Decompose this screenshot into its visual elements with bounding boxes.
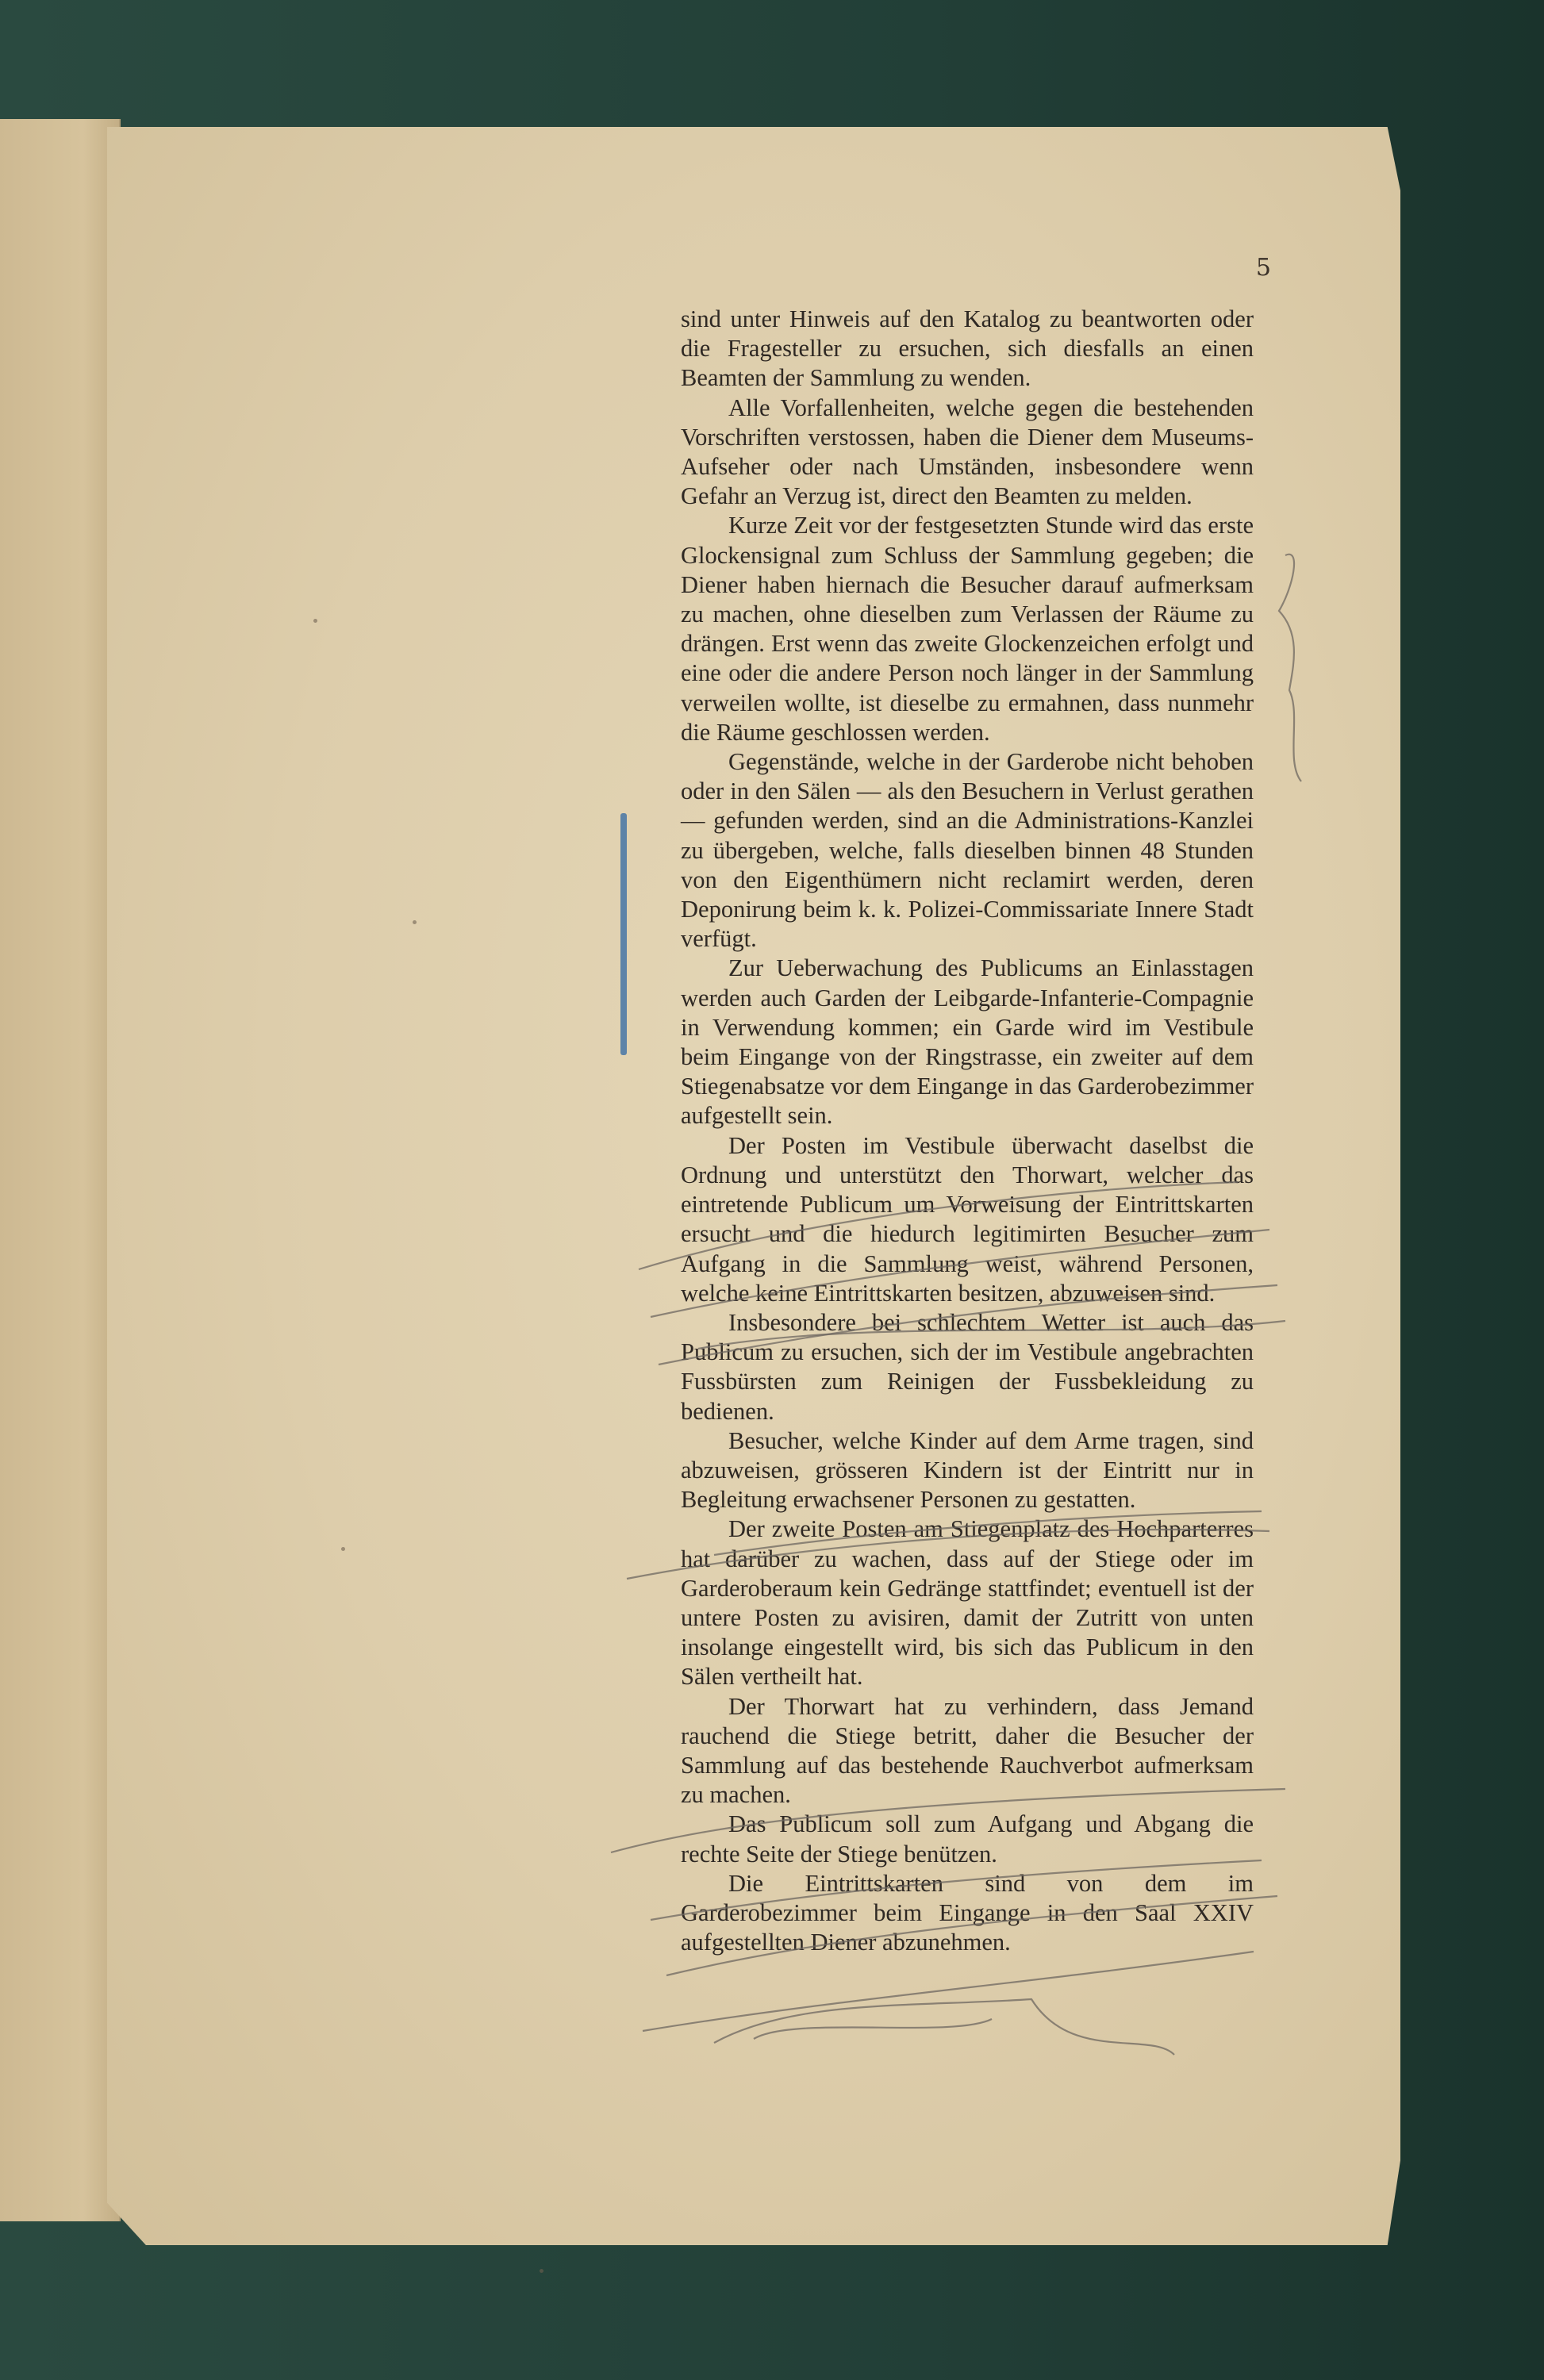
body-text: [681, 305, 1254, 1957]
paragraph-7: Insbesondere bei schlechtem Wetter ist auch das Publicum zu ersuchen, sich der im Vestibule angebrachten Fussbürsten zum Reinigen der Fussbekleidung zu bedienen.: [681, 1308, 1254, 1425]
blue-margin-mark: [620, 813, 627, 1055]
paragraph-6: Der Posten im Vestibule überwacht daselbst die Ordnung und unterstützt den Thorwart, welcher das eintretende Publicum um Vorweisung der Eintrittskarten ersucht und die hiedurch legitimirten Besucher zum Aufgang in die Sammlung weist, während Personen, welche keine Eintrittskarten besitzen, abzuweisen sind.: [681, 1131, 1254, 1307]
page-number: 5: [1255, 254, 1271, 282]
paragraph-9: Der zweite Posten am Stiegenplatz des Hochparterres hat darüber zu wachen, dass auf der Stiege oder im Garderoberaum kein Gedränge stattfindet; eventuell ist der untere Posten zu avisiren, damit der Zutritt von unten insolange eingestellt wird, bis sich das Publicum in den Sälen vertheilt hat.: [681, 1515, 1254, 1691]
paragraph-5: Zur Ueberwachung des Publicums an Einlasstagen werden auch Garden der Leibgarde-Infanterie-Compagnie in Verwendung kommen; ein Garde wird im Vestibule beim Eingange von der Ringstrasse, ein zweiter auf dem Stiegenabsatze vor dem Eingange in das Garderobezimmer aufgestellt sein.: [681, 954, 1254, 1130]
speck: [413, 920, 417, 924]
paragraph-1: sind unter Hinweis auf den Katalog zu beantworten oder die Fragesteller zu ersuchen, sich diesfalls an einen Beamten der Sammlung zu wenden.: [681, 305, 1254, 392]
paragraph-8: Besucher, welche Kinder auf dem Arme tragen, sind abzuweisen, grösseren Kindern ist der Eintritt nur in Begleitung erwachsener Personen zu gestatten.: [681, 1426, 1254, 1514]
paragraph-3: Kurze Zeit vor der festgesetzten Stunde wird das erste Glockensignal zum Schluss der Sammlung gegeben; die Diener haben hiernach die Besucher darauf aufmerksam zu machen, ohne dieselben zum Verlassen der Räume zu drängen. Erst wenn das zweite Glockenzeichen erfolgt und eine oder die andere Person noch länger in der Sammlung verweilen wollte, ist dieselbe zu ermahnen, dass nunmehr die Räume geschlossen werden.: [681, 512, 1254, 746]
paragraph-4: Gegenstände, welche in der Garderobe nicht behoben oder in den Sälen — als den Besuchern in Verlust gerathen — gefunden werden, sind an die Administrations-Kanzlei zu übergeben, welche, falls dieselben binnen 48 Stunden von den Eigenthümern nicht reclamirt werden, deren Deponirung beim k. k. Polizei-Commissariate Innere Stadt verfügt.: [681, 748, 1254, 953]
paragraph-11: Das Publicum soll zum Aufgang und Abgang die rechte Seite der Stiege benützen.: [681, 1810, 1254, 1868]
paragraph-2: Alle Vorfallenheiten, welche gegen die bestehenden Vorschriften verstossen, haben die Diener dem Museums-Aufseher oder nach Umständen, insbesondere wenn Gefahr an Verzug ist, direct den Beamten zu melden.: [681, 393, 1254, 510]
speck: [313, 619, 317, 623]
speck: [341, 1547, 345, 1551]
paragraph-10: Der Thorwart hat zu verhindern, dass Jemand rauchend die Stiege betritt, daher die Besucher der Sammlung auf das bestehende Rauchverbot aufmerksam zu machen.: [681, 1692, 1254, 1809]
paragraph-12: Die Eintrittskarten sind von dem im Garderobezimmer beim Eingange in den Saal XXIV aufgestellten Diener abzunehmen.: [681, 1869, 1254, 1956]
facing-page-edge: [0, 119, 121, 2221]
speck: [540, 2269, 543, 2273]
